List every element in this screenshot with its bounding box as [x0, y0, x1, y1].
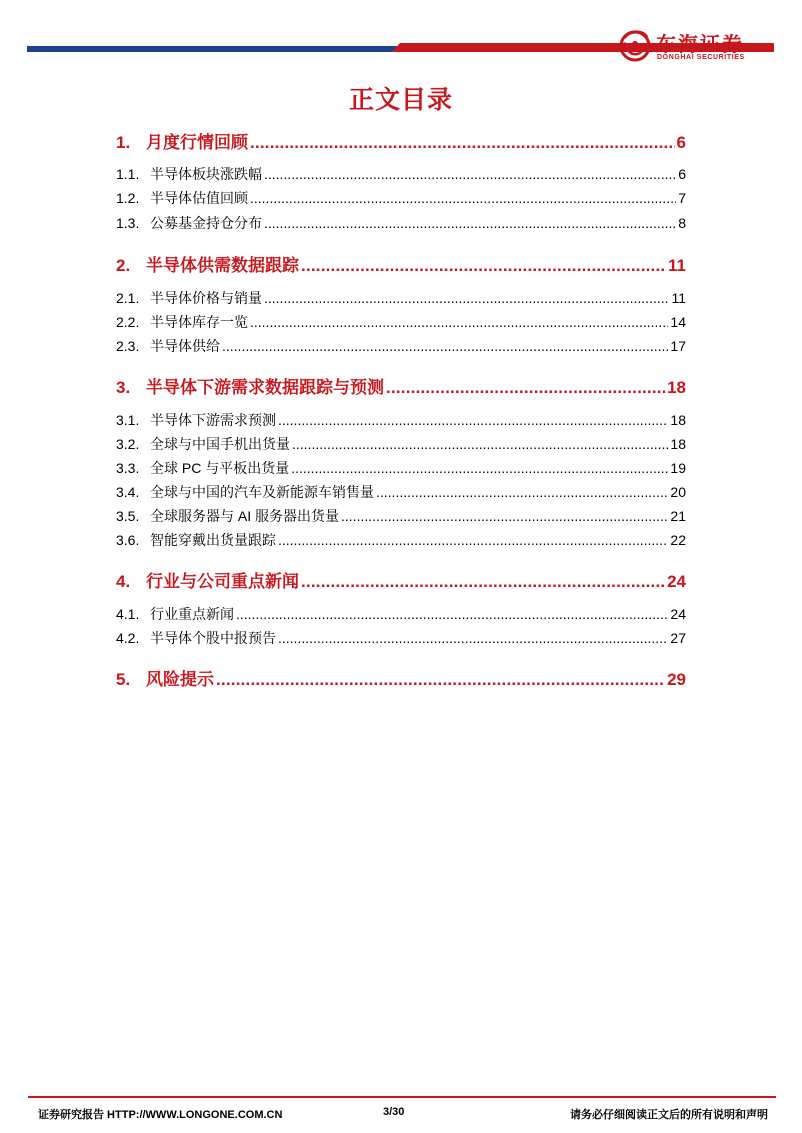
toc-entry-page: 24 — [667, 572, 686, 591]
toc-subsection-entry[interactable] — [116, 628, 686, 648]
toc-entry-number: 4. — [116, 572, 131, 591]
toc-entry-page: 27 — [670, 630, 686, 646]
toc-leader-dots — [264, 215, 676, 231]
toc-entry-label: 半导体供给 — [150, 338, 220, 354]
toc-entry-label: 月度行情回顾 — [146, 133, 248, 152]
toc-section-entry[interactable] — [116, 373, 686, 398]
toc-leader-dots — [216, 670, 665, 690]
toc-entry-label: 行业重点新闻 — [150, 606, 234, 622]
toc-entry-label: 智能穿戴出货量跟踪 — [150, 532, 276, 548]
toc-leader-dots — [278, 532, 668, 548]
toc-entry-page: 14 — [670, 314, 686, 330]
toc-subsection-entry[interactable] — [116, 604, 686, 624]
toc-leader-dots — [386, 378, 665, 398]
logo-text-en: DONGHAI SECURITIES — [657, 54, 745, 61]
toc-subsection-entry[interactable] — [116, 506, 686, 526]
toc-subsection-entry[interactable] — [116, 164, 686, 184]
toc-section-entry[interactable] — [116, 251, 686, 276]
toc-section-entry[interactable] — [116, 128, 686, 153]
toc-subsection-entry[interactable] — [116, 530, 686, 550]
toc-entry-page: 19 — [670, 460, 686, 476]
toc-leader-dots — [292, 436, 668, 452]
toc-leader-dots — [291, 460, 668, 476]
page-header — [0, 0, 802, 70]
toc-leader-dots — [236, 606, 668, 622]
toc-subsection-entry[interactable] — [116, 336, 686, 356]
toc-entry-page: 6 — [676, 133, 686, 152]
toc-subsection-entry[interactable] — [116, 434, 686, 454]
toc-entry-page: 11 — [671, 290, 686, 306]
header-bar-blue — [27, 46, 397, 52]
dragon-logo-icon — [616, 26, 656, 66]
toc-entry-page: 6 — [678, 166, 686, 182]
toc-leader-dots — [301, 572, 665, 592]
toc-entry-page: 24 — [670, 606, 686, 622]
toc-entry-page: 29 — [667, 670, 686, 689]
toc-entry-label: 全球 PC 与平板出货量 — [150, 460, 290, 476]
toc-entry-number: 3.1. — [116, 412, 140, 428]
toc-entry-label: 半导体价格与销量 — [150, 290, 262, 306]
toc-entry-page: 7 — [678, 190, 686, 206]
toc-entry-page: 8 — [678, 215, 686, 231]
toc-leader-dots — [250, 314, 668, 330]
toc-entry-label: 公募基金持仓分布 — [150, 215, 262, 231]
toc-entry-number: 3.6. — [116, 532, 140, 548]
footer-disclaimer: 请务必仔细阅读正文后的所有说明和声明 — [570, 1109, 768, 1121]
toc-entry-number: 3.5. — [116, 508, 140, 524]
toc-entry-page: 18 — [670, 436, 686, 452]
toc-subsection-entry[interactable] — [116, 288, 686, 308]
toc-leader-dots — [222, 338, 668, 354]
toc-leader-dots — [250, 133, 675, 153]
toc-subsection-entry[interactable] — [116, 188, 686, 208]
toc-entry-label: 风险提示 — [146, 670, 214, 689]
toc-leader-dots — [264, 166, 676, 182]
toc-entry-number: 1.2. — [116, 190, 140, 206]
toc-title: 正文目录 — [348, 86, 453, 114]
toc-subsection-entry[interactable] — [116, 312, 686, 332]
toc-entry-page: 18 — [670, 412, 686, 428]
toc-leader-dots — [264, 290, 669, 306]
toc-leader-dots — [341, 508, 668, 524]
toc-entry-number: 2.2. — [116, 314, 140, 330]
toc-entry-label: 全球服务器与 AI 服务器出货量 — [150, 508, 340, 524]
toc-entry-page: 20 — [670, 484, 686, 500]
toc-entry-label: 半导体个股中报预告 — [150, 630, 276, 646]
toc-entry-page: 21 — [670, 508, 686, 524]
toc-subsection-entry[interactable] — [116, 410, 686, 430]
toc-leader-dots — [301, 256, 666, 276]
toc-entry-label: 半导体估值回顾 — [150, 190, 248, 206]
toc-entry-number: 3. — [116, 378, 131, 397]
toc-subsection-entry[interactable] — [116, 482, 686, 502]
footer-divider — [28, 1096, 776, 1098]
toc-subsection-entry[interactable] — [116, 213, 686, 233]
toc-entry-page: 11 — [668, 256, 686, 275]
toc-leader-dots — [278, 412, 668, 428]
toc-subsection-entry[interactable] — [116, 458, 686, 478]
toc-entry-number: 1.1. — [116, 166, 140, 182]
toc-entry-label: 半导体供需数据跟踪 — [146, 256, 299, 275]
toc-entry-number: 1. — [116, 133, 131, 152]
toc-entry-number: 2.1. — [116, 290, 140, 306]
toc-leader-dots — [376, 484, 668, 500]
toc-entry-number: 2.3. — [116, 338, 140, 354]
footer-left-text: 证券研究报告 HTTP://WWW.LONGONE.COM.CN — [38, 1109, 283, 1121]
toc-entry-number: 3.2. — [116, 436, 140, 452]
toc-entry-label: 全球与中国手机出货量 — [150, 436, 290, 452]
toc-entry-label: 行业与公司重点新闻 — [146, 572, 299, 591]
toc-entry-page: 18 — [667, 378, 686, 397]
toc-entry-number: 2. — [116, 256, 131, 275]
toc-entry-number: 3.3. — [116, 460, 140, 476]
toc-entry-label: 全球与中国的汽车及新能源车销售量 — [150, 484, 374, 500]
toc-section-entry[interactable] — [116, 665, 686, 690]
toc-entry-label: 半导体下游需求数据跟踪与预测 — [146, 378, 384, 397]
toc-leader-dots — [278, 630, 668, 646]
toc-entry-number: 5. — [116, 670, 131, 689]
company-logo — [616, 26, 776, 66]
toc-leader-dots — [250, 190, 676, 206]
toc-entry-number: 4.2. — [116, 630, 140, 646]
toc-entry-page: 22 — [670, 532, 686, 548]
page-number: 3/30 — [383, 1106, 405, 1118]
toc-section-entry[interactable] — [116, 567, 686, 592]
toc-entry-page: 17 — [670, 338, 686, 354]
toc-entry-label: 半导体板块涨跌幅 — [150, 166, 262, 182]
toc-entry-label: 半导体库存一览 — [150, 314, 248, 330]
toc-entry-number: 3.4. — [116, 484, 140, 500]
toc-entry-label: 半导体下游需求预测 — [150, 412, 276, 428]
toc-entry-number: 4.1. — [116, 606, 140, 622]
toc-entry-number: 1.3. — [116, 215, 140, 231]
logo-text-cn: 东海证券 — [656, 34, 744, 56]
